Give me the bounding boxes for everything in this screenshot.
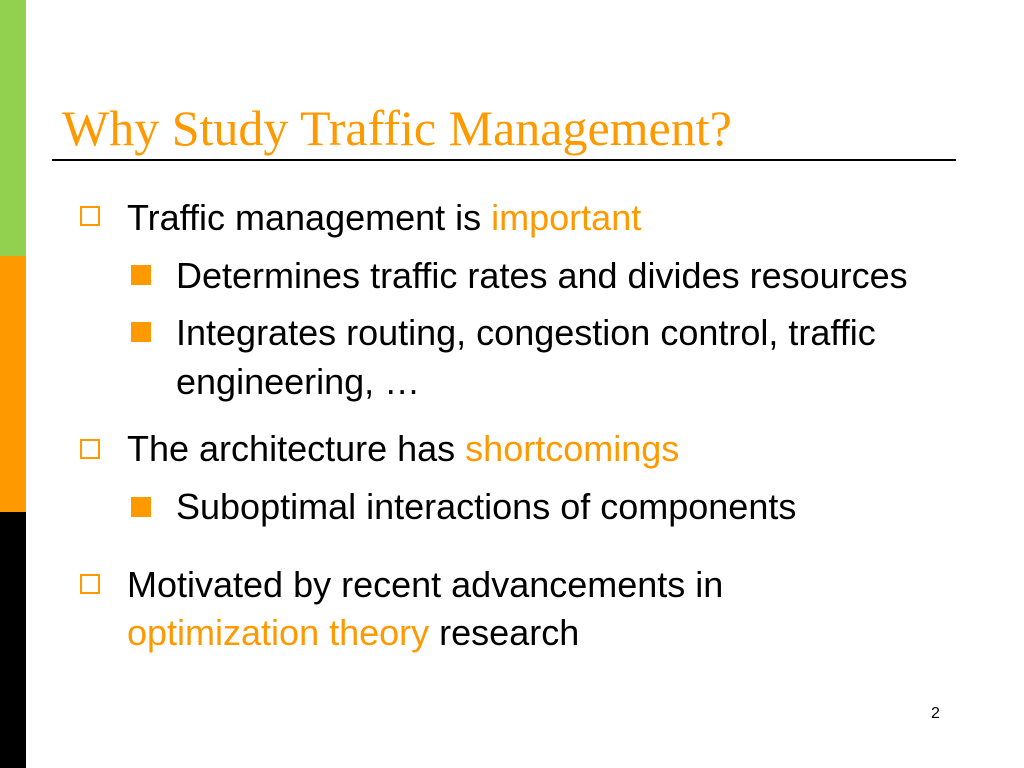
slide-title: Why Study Traffic Management? (62, 100, 732, 156)
sub-bullet-1-2: Integrates routing, congestion control, traffic (176, 312, 876, 353)
bullet-3-text-after: research (429, 612, 580, 653)
hollow-square-bullet-icon (80, 574, 100, 594)
bullet-3-highlight: optimization theory (127, 612, 430, 653)
bullet-2-text: The architecture has (127, 428, 466, 469)
bullet-3-continued (127, 609, 579, 657)
side-bar-orange (0, 256, 26, 512)
sub-bullet-1-2-continued: engineering, … (176, 361, 421, 402)
side-bar-green (0, 0, 26, 256)
side-bar-black (0, 512, 26, 768)
bullet-2 (127, 425, 679, 473)
bullet-1 (127, 194, 641, 242)
filled-square-bullet-icon (131, 322, 151, 342)
sub-bullet-2-1: Suboptimal interactions of components (176, 486, 797, 527)
page-number: 2 (931, 705, 940, 722)
hollow-square-bullet-icon (80, 206, 100, 226)
filled-square-bullet-icon (131, 497, 151, 517)
hollow-square-bullet-icon (80, 439, 100, 459)
bullet-1-highlight: important (491, 197, 642, 238)
title-underline (52, 159, 956, 161)
bullet-2-highlight: shortcomings (465, 428, 680, 469)
bullet-3: Motivated by recent advancements in (127, 564, 724, 605)
filled-square-bullet-icon (131, 265, 151, 285)
bullet-1-text: Traffic management is (127, 197, 492, 238)
sub-bullet-1-1: Determines traffic rates and divides resources (176, 255, 908, 296)
